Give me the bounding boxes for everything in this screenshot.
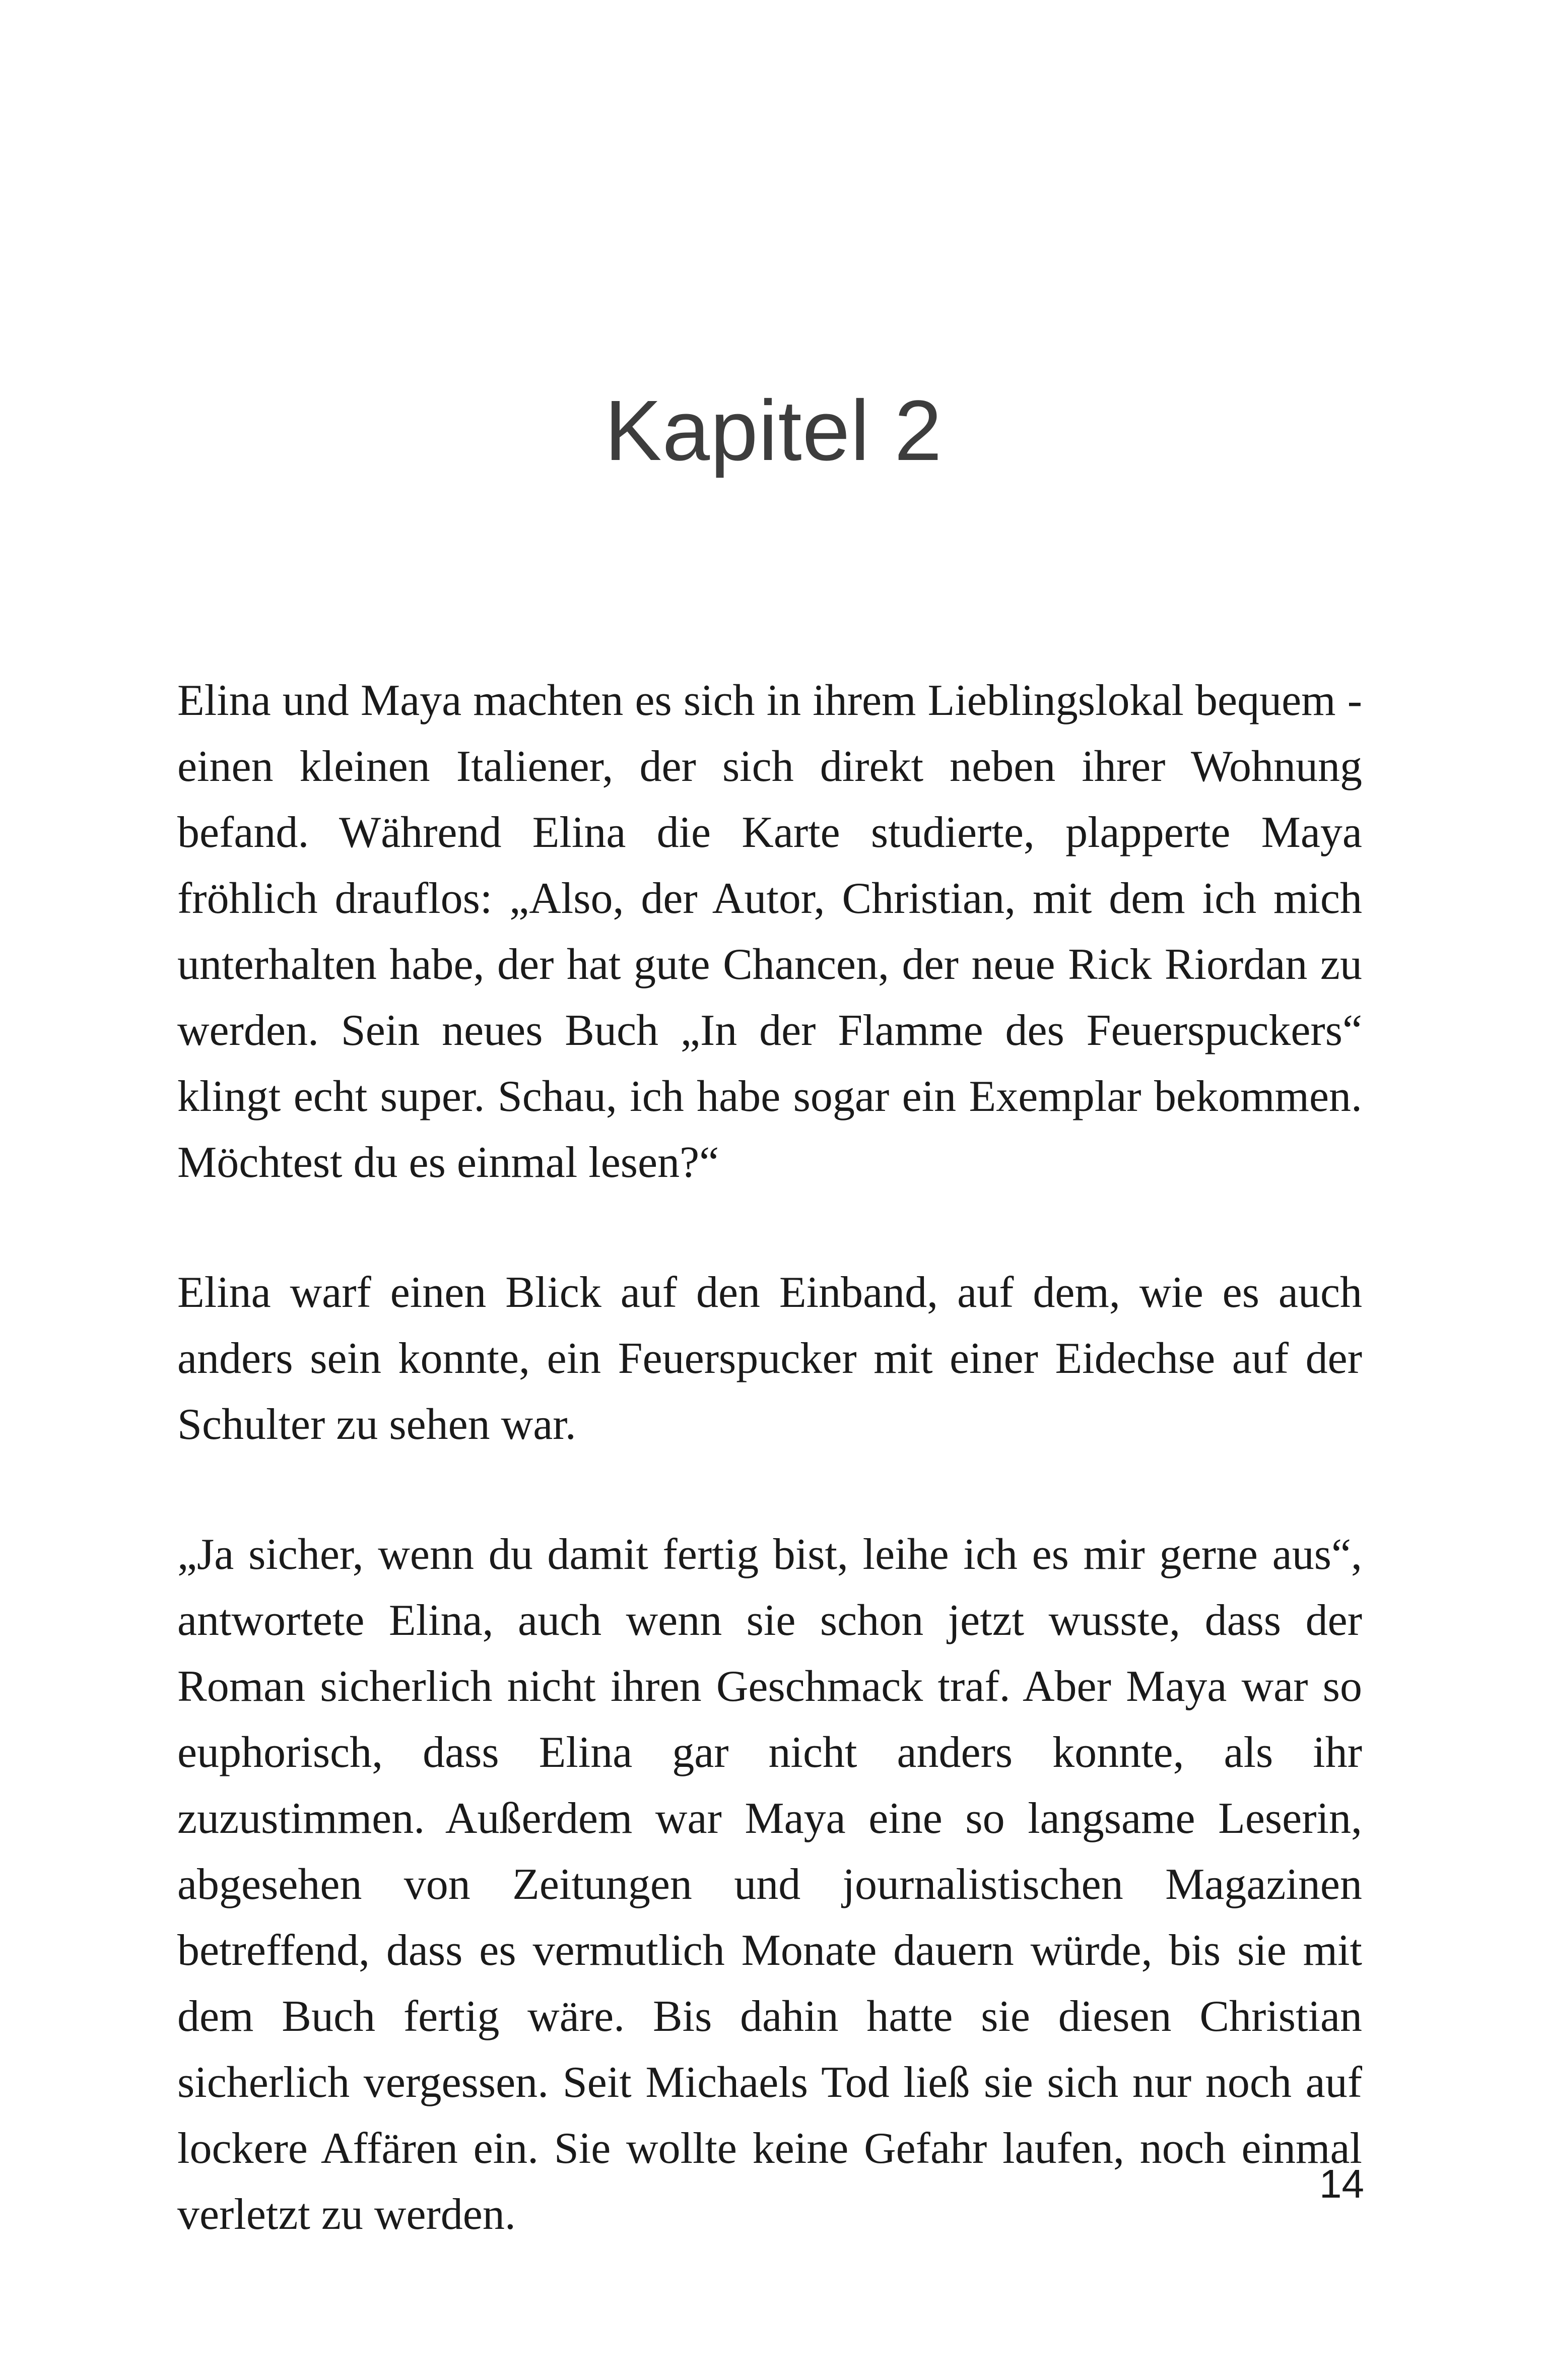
paragraph-2: Elina warf einen Blick auf den Einband, auf dem, wie es auch anders sein konnte, ein Feuerspucker mit einer Eidechse auf der Schulter zu sehen war. [177, 1268, 1362, 1449]
page-number: 14 [1319, 2161, 1364, 2206]
paragraph-1: Elina und Maya machten es sich in ihrem Lieblingslokal bequem - einen kleinen Italiener, der sich direkt neben ihrer Wohnung befand. Während Elina die Karte studierte, plapperte Maya fröhlich drauflos: „Also, der Autor, Christian, mit dem ich mich unterhalten habe, der hat gute Chancen, der neue Rick Riordan zu werden. Sein neues Buch „In der Flamme des Feuerspuckers“ klingt echt super. Schau, ich habe sogar ein Exemplar bekommen. Möchtest du es einmal lesen?“ [177, 676, 1362, 1187]
chapter-title: Kapitel 2 [604, 383, 943, 479]
paragraph-3: „Ja sicher, wenn du damit fertig bist, leihe ich es mir gerne aus“, antwortete Elina, auch wenn sie schon jetzt wusste, dass der Roman sicherlich nicht ihren Geschmack traf. Aber Maya war so euphorisch, dass Elina gar nicht anders konnte, als ihr zuzustimmen. Außerdem war Maya eine so langsame Leserin, abgesehen von Zeitungen und journalistischen Magazinen betreffend, dass es vermutlich Monate dauern würde, bis sie mit dem Buch fertig wäre. Bis dahin hatte sie diesen Christian sicherlich vergessen. Seit Michaels Tod ließ sie sich nur noch auf lockere Affären ein. Sie wollte keine Gefahr laufen, noch einmal verletzt zu werden. [177, 1530, 1362, 2239]
chapter-body [177, 668, 1362, 2247]
